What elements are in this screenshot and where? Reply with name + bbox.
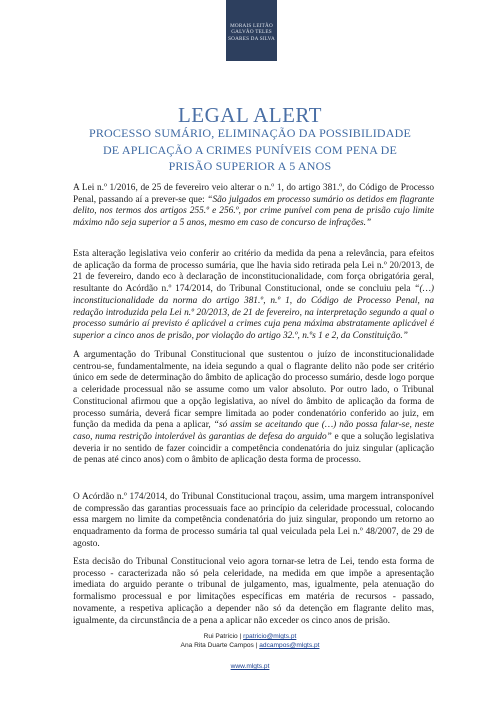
paragraph-4 <box>73 492 434 551</box>
paragraph-1 <box>73 183 434 230</box>
page-subtitle: PROCESSO SUMÁRIO, ELIMINAÇÃO DA POSSIBILIDADE DE APLICAÇÃO A CRIMES PUNÍVEIS COM PENA DE PRISÃO SUPERIOR A 5 ANOS <box>88 126 412 173</box>
logo-line-1: MORAIS LEITÃO <box>230 23 273 29</box>
author-2-name: Ana Rita Duarte Campos <box>180 642 254 649</box>
firm-logo <box>226 0 277 61</box>
paragraph-5 <box>73 557 434 627</box>
paragraph-4-text: O Acórdão n.º 174/2014, do Tribunal Constitucional traçou, assim, uma margem intransponível de compressão das garantias processuais face ao princípio da celeridade processual, colocando essa margem no limite da competência condenatória do juiz singular, propondo um retorno ao enquadramento da forma de processo sumária tal qual veiculada pela Lei n.º 48/2007, de 29 de agosto. <box>73 492 434 549</box>
paragraph-2 <box>73 249 434 343</box>
footer-author-2 <box>0 642 500 649</box>
paragraph-3-text-end: e que a solução legislativa deveria ir no sentido de fazer coincidir a competência condenatória do juiz singular (aplicação de penas até cinco anos) com o âmbito de aplicação desta forma de processo. <box>73 431 434 466</box>
paragraph-3 <box>73 350 434 467</box>
paragraph-3-quote: “só assim se aceitando que (…) não possa falar-se, neste caso, numa restrição intolerável às garantias de defesa do arguido” <box>73 420 435 442</box>
page-title: LEGAL ALERT <box>177 103 323 127</box>
paragraph-1-text: A Lei n.º 1/2016, de 25 de fevereiro veio alterar o n.º 1, do artigo 381.º, do Código de Processo Penal, passando aí a prever-se que: <box>73 183 434 205</box>
paragraph-5-text: Esta decisão do Tribunal Constitucional veio agora tornar-se letra de Lei, tendo esta forma de processo - caracterizada não só pela celeridade, na medida em que impõe a apresentação imediata do arguido perante o tribunal de julgamento, mas, igualmente, pela atenuação do formalismo processual e por limitações específicas em matéria de recursos - passado, novamente, a respetiva aplicação a depender não só da detenção em flagrante delito mas, igualmente, da circunstância de a pena a aplicar não exceder os cinco anos de prisão. <box>73 557 434 626</box>
paragraph-1-quote: “São julgados em processo sumário os detidos em flagrante delito, nos termos dos artigos 255.º e 256.º, por crime punível com pena de prisão cujo limite máximo não seja superior a 5 anos, mesmo em caso de concurso de infrações.” <box>73 194 434 229</box>
author-1-email-link[interactable]: rpatricio@mlgts.pt <box>243 633 297 640</box>
website-link[interactable]: www.mlgts.pt <box>230 663 270 670</box>
paragraph-2-text: Esta alteração legislativa veio conferir ao critério da medida da pena a relevância, para efeitos de aplicação da forma de processo sumária, que lhe havia sido retirada pela Lei n.º 20/2013, de 21 de fevereiro, dando eco à declaração de inconstitucionalidade, com força obrigatória geral, resultante do Acórdão n.º 174/2014, do Tribunal Constitucional, onde se concluiu pela <box>73 249 434 295</box>
author-2-email-link[interactable]: adcampos@mlgts.pt <box>259 642 320 649</box>
paragraph-3-text: A argumentação do Tribunal Constitucional que sustentou o juízo de inconstitucionalidade centrou-se, fundamentalmente, na ideia segundo a qual o flagrante delito não pode ser critério único em sede de determinação do âmbito de aplicação do processo sumário, desde logo porque a celeridade processual não se assume como um valor absoluto. Por outro lado, o Tribunal Constitucional afirmou que a opção legislativa, ao nível do âmbito de aplicação da forma de processo sumária, deverá ficar sempre limitada ao poder condenatório conferido ao juiz, em função da medida da pena a aplicar, <box>73 350 434 431</box>
logo-line-3: SOARES DA SILVA <box>228 35 275 42</box>
footer-author-1 <box>0 633 500 640</box>
footer-website <box>0 663 500 670</box>
paragraph-2-quote: “(…) inconstitucionalidade da norma do artigo 381.º, n.º 1, do Código de Processo Penal, na redação introduzida pela Lei n.º 20/2013, de 21 de fevereiro, na interpretação segundo a qual o processo sumário aí previsto é aplicável a crimes cuja pena máxima abstratamente aplicável é superior a cinco anos de prisão, por violação do artigo 32.º, n.ºs 1 e 2, da Constituição.” <box>73 284 434 341</box>
author-1-name: Rui Patrício <box>203 633 238 640</box>
logo-line-2: GALVÃO TELES <box>231 29 272 36</box>
author-2-separator: | <box>253 642 260 649</box>
author-1-separator: | <box>237 633 244 640</box>
